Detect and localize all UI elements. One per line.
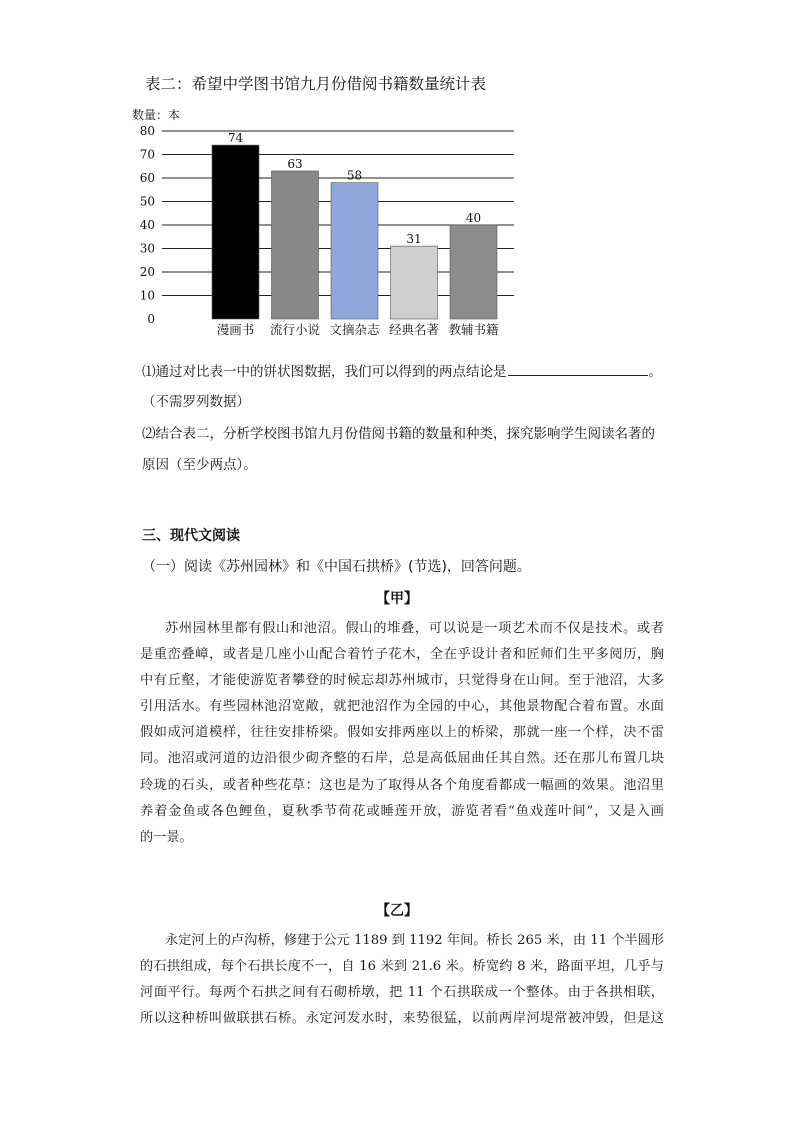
x-tick-label: 流行小说 (269, 322, 321, 337)
section-heading: 三、现代文阅读 (142, 528, 240, 544)
passage-line: 所以这种桥叫做联拱石桥。永定河发水时，来势很猛，以前两岸河堤常被冲毁，但是这 (140, 1011, 664, 1027)
bar (272, 171, 319, 319)
passage-line: 中有丘壑，才能使游览者攀登的时候忘却苏州城市，只觉得身在山间。至于池沼，大多 (140, 673, 664, 689)
y-axis-label: 数量：本 (132, 108, 181, 122)
y-tick-label: 20 (139, 265, 155, 279)
question-1-end: 。 (648, 364, 662, 380)
passage-line: 养着金鱼或各色鲤鱼，夏秋季节荷花或睡莲开放，游览者看“鱼戏莲叶间”，又是入画 (140, 803, 664, 819)
y-tick-label: 80 (139, 124, 155, 138)
y-tick-label: 40 (139, 218, 155, 232)
answer-blank (508, 363, 648, 376)
question-2-line-1: ⑵结合表二，分析学校图书馆九月份借阅书籍的数量和种类，探究影响学生阅读名著的 (142, 426, 655, 442)
data-label: 58 (346, 168, 363, 183)
question-1-text: ⑴通过对比表一中的饼状图数据，我们可以得到的两点结论是 (142, 364, 507, 380)
passage-line: 引用活水。有些园林池沼宽敞，就把池沼作为全园的中心，其他景物配合着布置。水面 (140, 699, 664, 715)
question-1-note: （不需罗列数据） (142, 394, 250, 410)
passage-line: 永定河上的卢沟桥，修建于公元 1189 到 1192 年间。桥长 265 米，由 11 个半圆形 (165, 933, 664, 948)
passage-line: 假如成河道模样，往往安排桥梁。假如安排两座以上的桥梁，那就一座一个样，决不雷 (140, 725, 664, 741)
bar-chart-svg (132, 104, 532, 340)
x-tick-label: 经典名著 (388, 322, 440, 337)
question-1 (142, 360, 662, 380)
y-tick-label: 50 (139, 194, 155, 209)
passage-line: 是重峦叠嶂，或者是几座小山配合着竹子花木，全在乎设计者和匠师们生平多阅历，胸 (140, 647, 664, 663)
passage-a (140, 616, 664, 851)
passage-line: 苏州园林里都有假山和池沼。假山的堆叠，可以说是一项艺术而不仅是技术。或者 (165, 621, 664, 636)
passage-line: 同。池沼或河道的边沿很少砌齐整的石岸，总是高低屈曲任其自然。还在那儿布置几块 (140, 751, 664, 767)
passage-a-title: 【甲】 (376, 591, 418, 607)
passage-b (140, 928, 664, 1032)
data-label: 40 (465, 211, 482, 225)
bar (391, 246, 438, 319)
passage-line: 的一景。 (140, 829, 193, 845)
bar (331, 183, 378, 319)
y-tick-label: 70 (139, 147, 155, 162)
x-tick-label: 教辅书籍 (448, 322, 499, 337)
chart-title: 表二：希望中学图书馆九月份借阅书籍数量统计表 (145, 75, 487, 93)
data-label: 63 (287, 156, 303, 171)
passage-b-title: 【乙】 (376, 903, 418, 919)
bar-chart (132, 104, 532, 340)
y-tick-label: 0 (147, 312, 155, 326)
reading-intro: （一）阅读《苏州园林》和《中国石拱桥》(节选)，回答问题。 (142, 559, 531, 575)
y-tick-label: 60 (139, 171, 155, 185)
data-label: 74 (227, 131, 244, 146)
data-label: 31 (406, 232, 422, 247)
bar (212, 145, 259, 319)
x-tick-label: 文摘杂志 (329, 322, 380, 337)
passage-line: 玲珑的石头，或者种些花草：这也是为了取得从各个角度看都成一幅画的效果。池沼里 (140, 777, 664, 793)
question-2-line-2: 原因（至少两点）。 (142, 457, 257, 473)
passage-line: 的石拱组成，每个石拱长度不一，自 16 米到 21.6 米。桥宽约 8 米，路面平坦，几乎与 (140, 959, 664, 975)
bar (450, 225, 497, 319)
x-tick-label: 漫画书 (216, 322, 255, 337)
y-tick-label: 10 (139, 288, 155, 303)
passage-line: 河面平行。每两个石拱之间有石砌桥墩，把 11 个石拱联成一个整体。由于各拱相联， (140, 985, 664, 1001)
y-tick-label: 30 (139, 241, 155, 256)
